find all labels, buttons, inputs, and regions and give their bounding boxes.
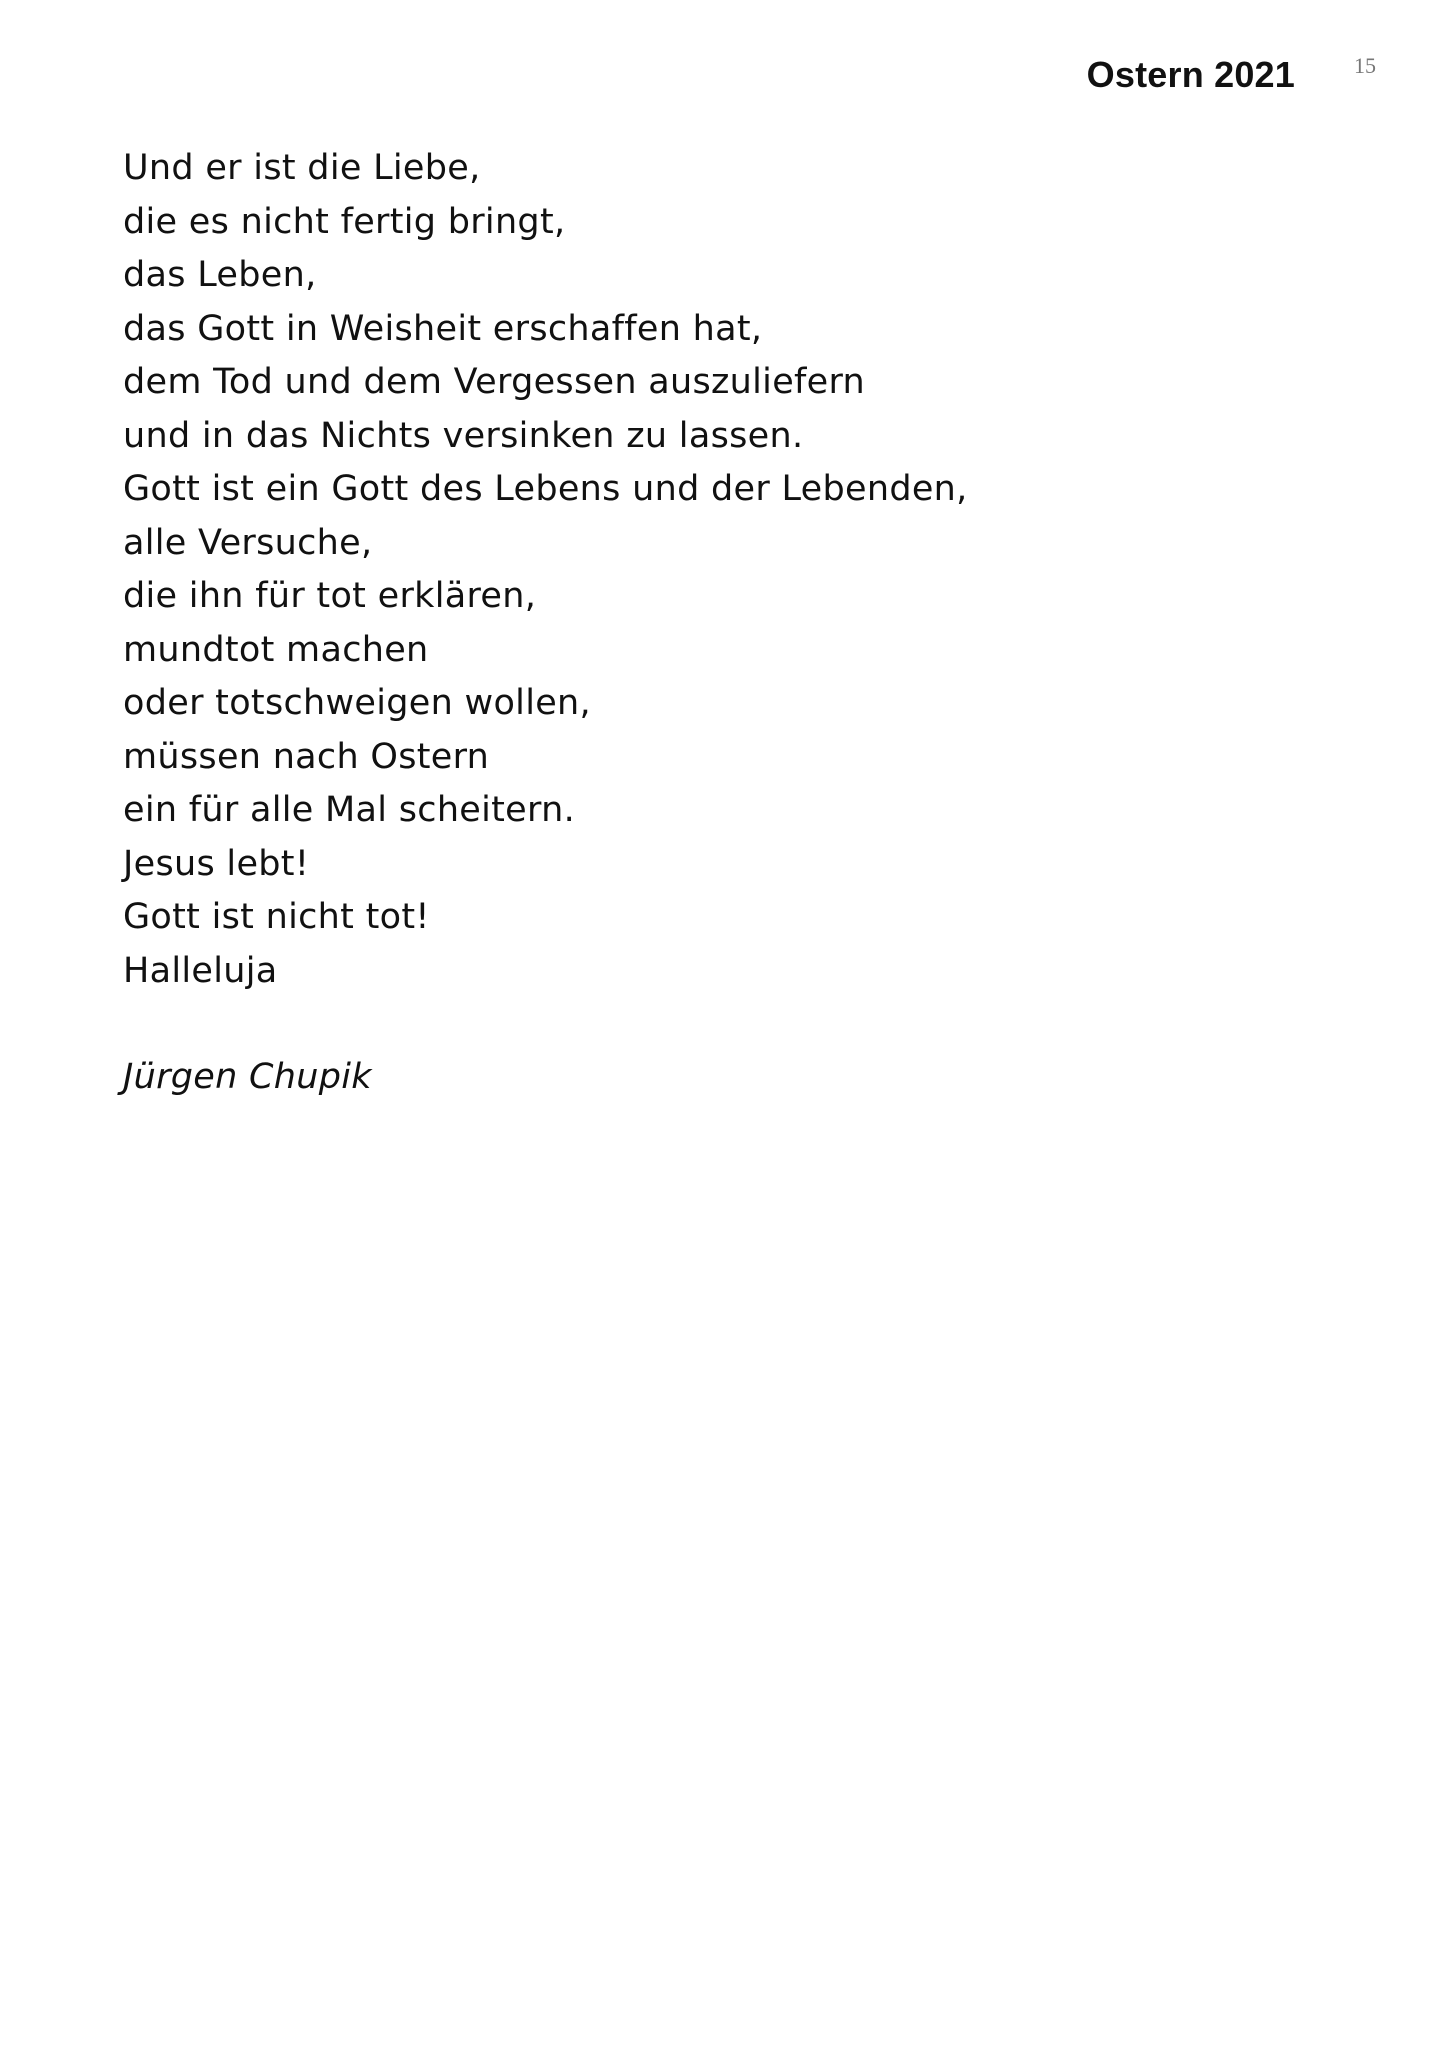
poem-line: Gott ist ein Gott des Lebens und der Lebenden, [123,469,968,509]
header-title: Ostern 2021 [1086,54,1295,95]
poem-line: Gott ist nicht tot! [123,897,430,937]
poem-line: alle Versuche, [123,522,373,563]
poem-line: müssen nach Ostern [123,736,490,777]
poem-line: Und er ist die Liebe, [123,148,481,188]
poem-line: die ihn für tot erklären, [123,576,537,616]
poem-line: dem Tod und dem Vergessen auszuliefern [123,362,866,402]
poem-line: Jesus lebt! [123,843,310,884]
page-header [0,52,1443,102]
poem-text [123,142,1323,998]
poem-line: Halleluja [123,950,278,991]
poem-line: oder totschweigen wollen, [123,683,591,723]
poem-line: mundtot machen [123,629,429,670]
author-signature: Jürgen Chupik [123,1057,372,1097]
poem-line: die es nicht fertig bringt, [123,201,566,242]
page-number: 15 [1354,53,1376,78]
poem-line: und in das Nichts versinken zu lassen. [123,415,804,456]
poem-line: das Gott in Weisheit erschaffen hat, [123,308,763,349]
poem-line: ein für alle Mal scheitern. [123,790,575,830]
poem-line: das Leben, [123,255,317,295]
